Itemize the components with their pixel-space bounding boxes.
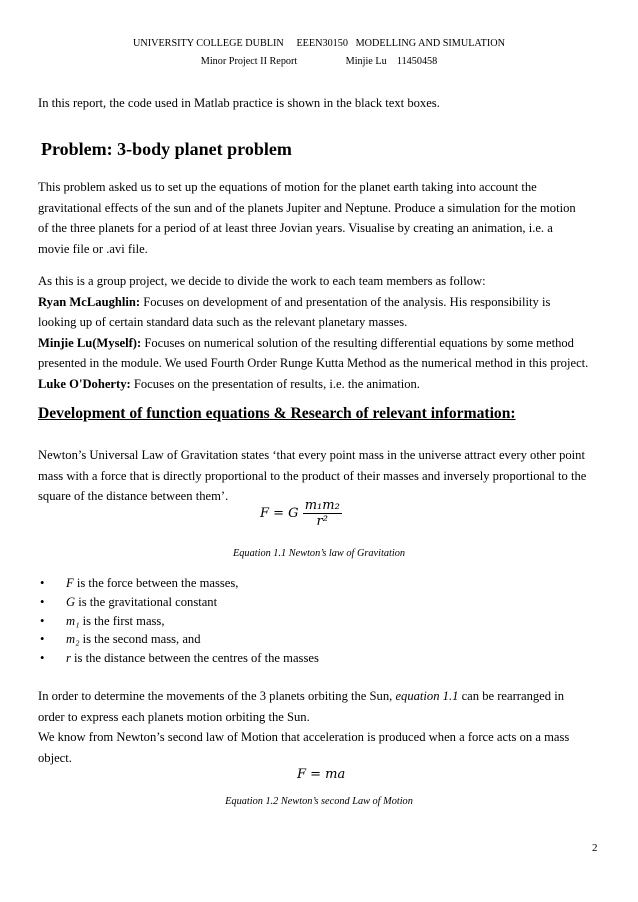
second-law-line: object. [38,750,72,765]
list-item: • m₁ is the first mass, [40,613,165,628]
symbol-desc: is the gravitational constant [75,594,218,609]
team-paragraph [38,271,604,394]
second-law-line: We know from Newton’s second law of Motion that acceleration is produced when a force acts on a mass [38,730,570,744]
rearrange-line: order to express each planets motion orbiting the Sun. [38,709,310,724]
intro-paragraph: In this report, the code used in Matlab practice is shown in the black text boxes. [38,96,440,110]
rearrange-line: In order to determine the movements of the 3 planets orbiting the Sun, equation 1.1 can be rearranged in [38,689,565,703]
list-item: • G is the gravitational constant [40,594,218,609]
equation-1-caption: Equation 1.1 Newton’s law of Gravitation [232,548,405,559]
equation-2-caption: Equation 1.2 Newton’s second Law of Motion [225,796,413,807]
newton-line: Newton’s Universal Law of Gravitation states ‘that every point mass in the universe attract every other point [38,448,585,462]
member-line [38,292,604,313]
header-line-1: UNIVERSITY COLLEGE DUBLIN EEEN30150 MODELLING AND SIMULATION [133,38,505,49]
equation-lhs: F = G [260,506,299,521]
member-name: Minjie Lu(Myself): [38,335,142,350]
symbol: F [66,576,74,590]
symbol: m₂ [66,632,80,647]
member-name: Ryan McLaughlin: [38,294,141,309]
page-number: 2 [592,842,598,854]
list-item: • r is the distance between the centres of the masses [40,651,319,666]
newton-line: mass with a force that is directly proportional to the product of their masses and inversely proportional to the [38,468,587,483]
member-line [38,374,604,395]
equation-gravitation [260,498,342,529]
rearrange-paragraph [38,686,604,768]
development-heading: Development of function equations & Research of relevant information: [38,405,516,422]
symbol: m₁ [66,613,80,628]
problem-heading: Problem: 3-body planet problem [41,139,292,159]
symbol-desc: is the second mass, and [79,632,201,647]
member-name: Luke O'Doherty: [38,376,131,391]
symbol-desc: is the first mass, [79,613,165,628]
equation-second-law: F = ma [297,767,346,782]
header-line-2: Minor Project II Report Minjie Lu 11450458 [200,56,438,67]
problem-paragraph [38,177,604,259]
problem-line: gravitational effects of the sun and of the planets Jupiter and Neptune. Produce a simulation for the motion [38,200,576,215]
member-line: presented in the module. We used Fourth Order Runge Kutta Method as the numerical method in this project. [38,356,589,370]
equation-reference: equation 1.1 [395,689,459,703]
newton-line: square of the distance between them’. [38,489,229,503]
group-intro: As this is a group project, we decide to divide the work to each team members as follow: [38,274,486,288]
member-role: Focuses on the presentation of results, i.e. the animation. [130,376,420,391]
symbol-list [40,574,319,668]
symbol-desc: is the distance between the centres of the masses [70,651,319,666]
equation-fraction [303,498,342,529]
symbol: r [66,651,71,666]
symbol-desc: is the force between the masses, [73,576,239,590]
member-line: looking up of certain standard data such as the relevant planetary masses. [38,315,408,329]
member-role: Focuses on numerical solution of the resulting differential equations by some method [141,335,574,350]
equation-numerator: m₁m₂ [304,498,340,513]
equation-denominator: r² [316,514,328,529]
problem-line: This problem asked us to set up the equations of motion for the planet earth taking into account the [38,180,537,194]
member-role: Focuses on development of and presentation of the analysis. His responsibility is [140,294,551,309]
member-line [38,333,604,354]
list-item: • m₂ is the second mass, and [40,632,201,647]
problem-line: of the three planets for a period of at least three Jovian years. Visualise by creating an animation, i.e. a [38,221,553,235]
symbol: G [66,594,76,609]
problem-line: movie file or .avi file. [38,241,148,256]
list-item: • F is the force between the masses, [40,576,239,590]
